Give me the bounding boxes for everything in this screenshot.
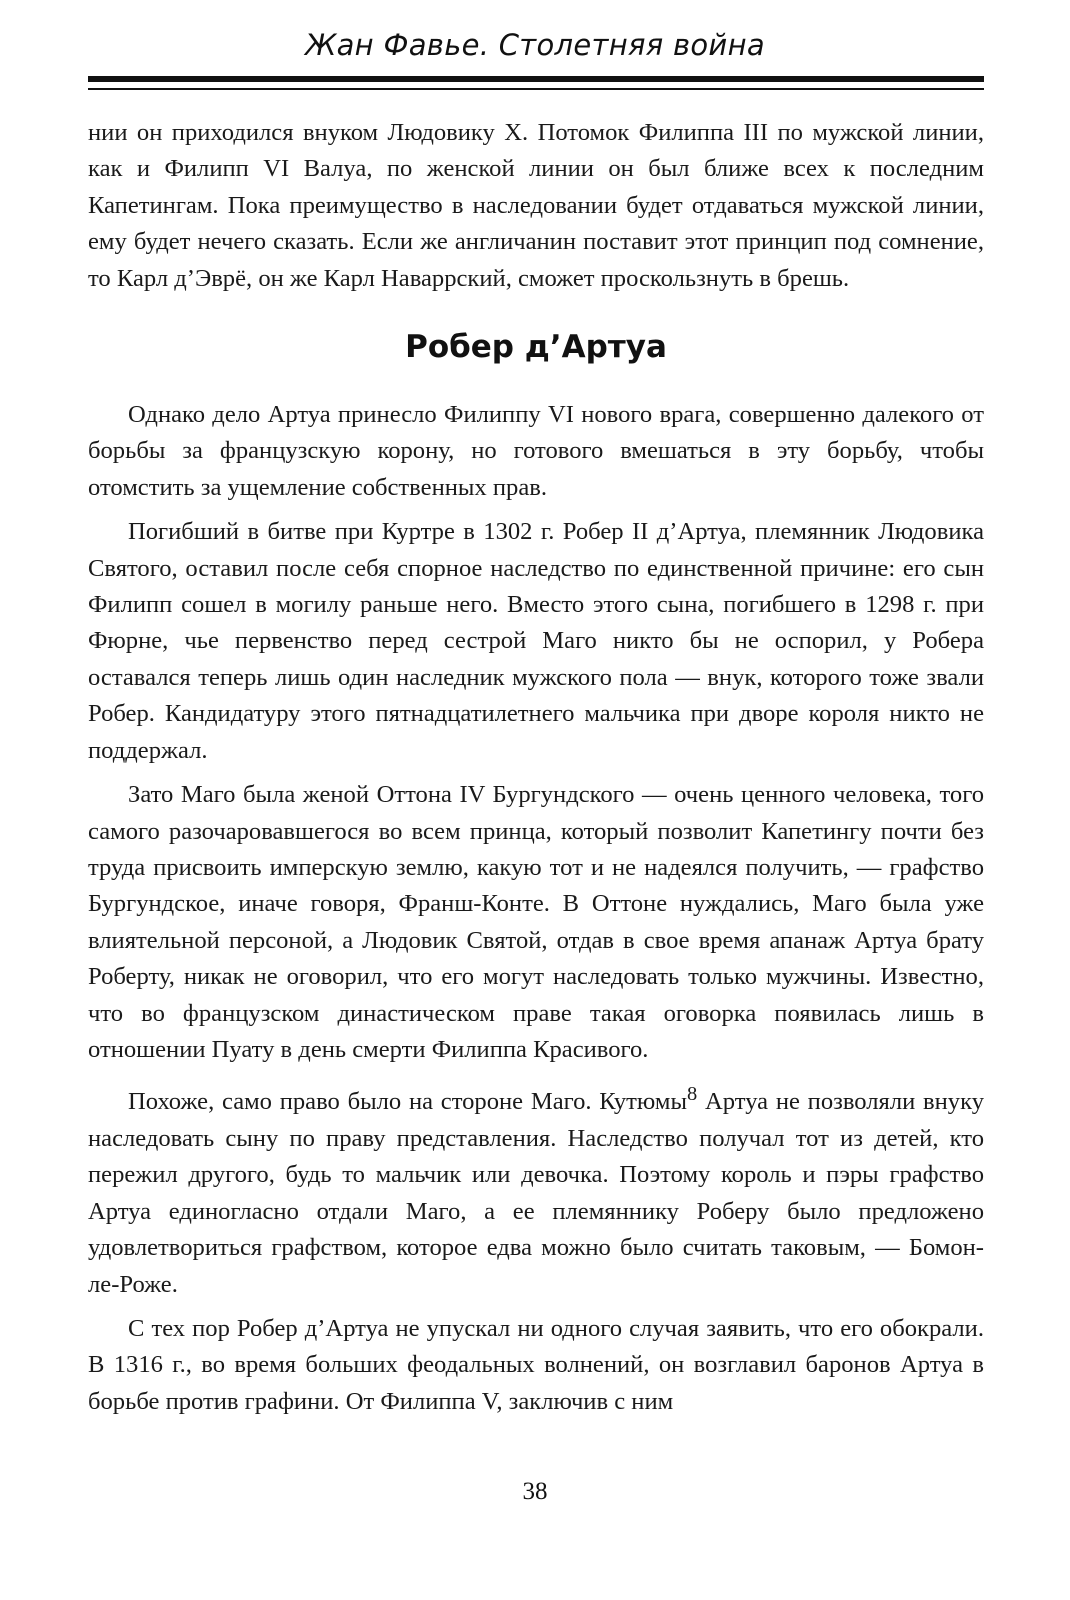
paragraph: С тех пор Робер д’Артуа не упускал ни одного случая заявить, что его обокрали. В 1316 г., во время больших феодальных волнений, он возглавил баронов Артуа в борьбе против графини. От Филиппа V, заключив с ним	[88, 1314, 984, 1415]
paragraph-continued: нии он приходился внуком Людовику X. Потомок Филиппа III по мужской линии, как и Филипп VI Валуа, по женской линии он был ближе всех к последним Капетингам. Пока преимущество в наследовании будет отдаваться мужской линии, ему будет нечего сказать. Если же англичанин поставит этот принцип под сомнение, то Карл д’Эврё, он же Карл Наваррский, сможет проскользнуть в брешь.	[88, 119, 984, 292]
paragraph: Зато Маго была женой Оттона IV Бургундского — очень ценного человека, того самого разочаровавшегося во всем принца, который позволит Капетингу почти без труда присвоить имперскую землю, какую тот и не надеялся получить, — графство Бургундское, иначе говоря, Франш-Конте. В Оттоне нуждались, Маго была уже влиятельной персоной, а Людовик Святой, отдав в свое время апанаж Артуа брату Роберту, никак не оговорил, что его могут наследовать только мужчины. Известно, что во французском династическом праве такая оговорка появилась лишь в отношении Пуату в день смерти Филиппа Красивого.	[88, 781, 984, 1063]
paragraph: Погибший в битве при Куртре в 1302 г. Робер II д’Артуа, племянник Людовика Святого, оставил после себя спорное наследство по единственной причине: его сын Филипп сошел в могилу раньше него. Вместо этого сына, погибшего в 1298 г. при Фюрне, чье первенство перед сестрой Маго никто бы не оспорил, у Робера оставался теперь лишь один наследник мужского пола — внук, которого тоже звали Робер. Кандидатуру этого пятнадцатилетнего мальчика при дворе короля никто не поддержал.	[88, 518, 984, 764]
body-text	[88, 115, 984, 1420]
paragraph-text-start: Похоже, само право было на стороне Маго. Кутюмы	[128, 1088, 688, 1116]
header-rule-thick	[88, 76, 984, 82]
paragraph-text-end: Артуа не позволяли внуку наследовать сыну по праву представления. Наследство получал тот из детей, кто пережил другого, будь то мальчик или девочка. Поэтому король и пэры графство Артуа единогласно отдали Маго, а ее племяннику Роберу было предложено удовлетвориться графством, которое едва можно было считать таковым, — Бомон-ле-Роже.	[88, 1088, 984, 1298]
footnote-marker: 8	[687, 1083, 698, 1106]
page-number: 38	[522, 1478, 548, 1505]
header-rule-thin	[88, 88, 984, 90]
section-heading: Робер д’Артуа	[405, 329, 667, 366]
running-title: Жан Фавье. Столетняя война	[305, 28, 765, 62]
paragraph: Однако дело Артуа принесло Филиппу VI нового врага, совершенно далекого от борьбы за французскую корону, но готового вмешаться в эту борьбу, чтобы отомстить за ущемление собственных прав.	[88, 401, 984, 501]
paragraph-with-footnote	[88, 1076, 984, 1303]
